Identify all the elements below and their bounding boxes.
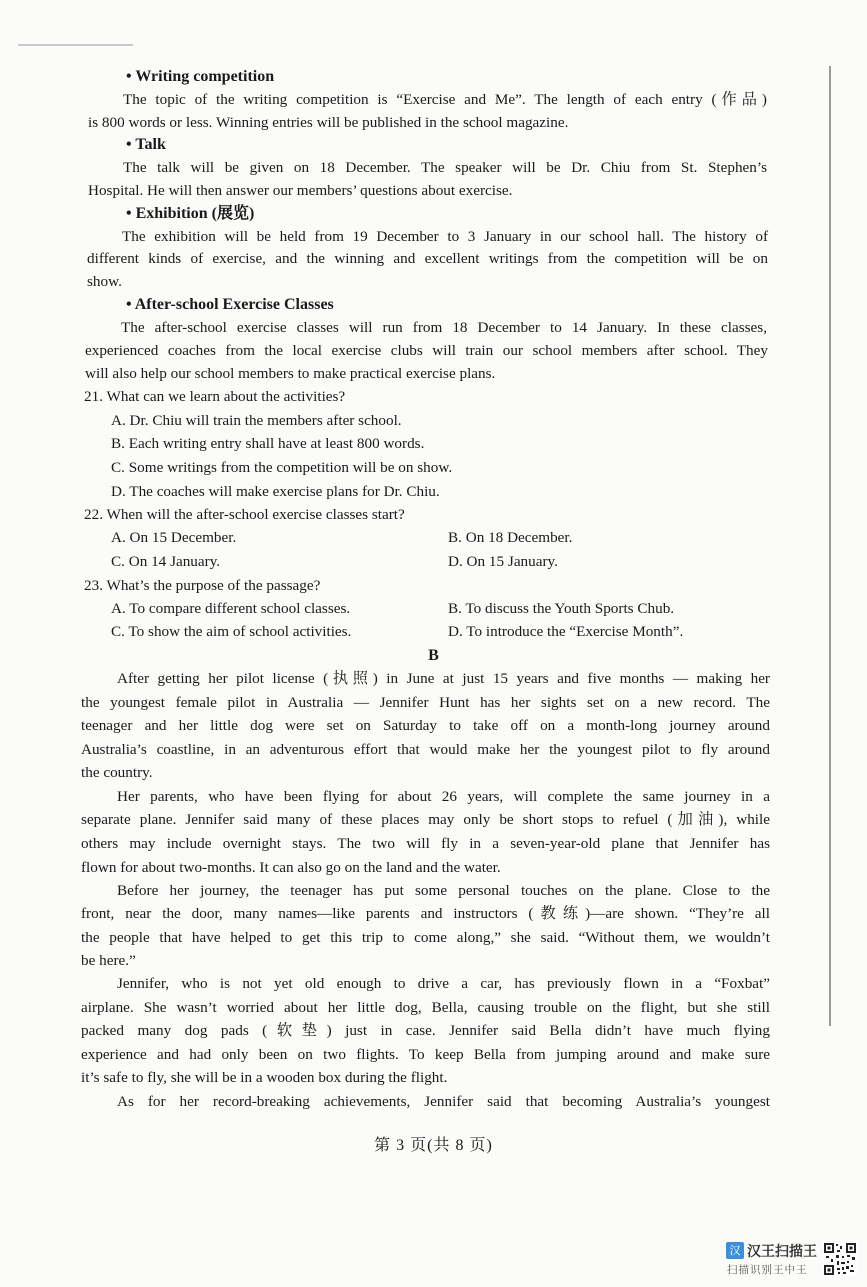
question-23-option-d: D. To introduce the “Exercise Month”.: [448, 623, 684, 640]
question-21-option-d: D. The coaches will make exercise plans for Dr. Chiu.: [111, 483, 440, 500]
question-22-option-a: A. On 15 December.: [111, 529, 237, 546]
classes-line-2: experienced coaches from the local exercise clubs will train our school members after school. They: [85, 342, 768, 359]
exhibition-line-2: different kinds of exercise, and the winning and excellent writings from the competition will be on: [87, 250, 768, 267]
classes-line-1: The after-school exercise classes will run from 18 December to 14 January. In these classes,: [121, 319, 767, 336]
passage-b-p4-line-1: Jennifer, who is not yet old enough to drive a car, has previously flown in a “Foxbat”: [117, 975, 770, 992]
talk-line-2: Hospital. He will then answer our members’ questions about exercise.: [88, 182, 513, 199]
exhibition-heading: • Exhibition (展览): [126, 205, 255, 222]
passage-b-p4-line-2: airplane. She wasn’t worried about her little dog, Bella, causing trouble on the flight, but she still: [81, 999, 770, 1016]
passage-b-p2-line-4: flown for about two-months. It can also go on the land and the water.: [81, 859, 501, 876]
passage-b-p1-line-3: teenager and her little dog were set on Saturday to take off on a month-long journey around: [81, 717, 770, 734]
passage-b-p3-line-4: be here.”: [81, 952, 136, 969]
writing-heading: • Writing competition: [126, 68, 275, 85]
exhibition-line-1: The exhibition will be held from 19 December to 3 January in our school hall. The history of: [122, 228, 768, 245]
classes-line-3: will also help our school members to make practical exercise plans.: [85, 365, 496, 382]
right-margin-rule: [829, 66, 831, 1026]
scanner-watermark-subtitle: 扫描识别王中王: [727, 1264, 808, 1276]
page-number-footer: 第 3 页(共 8 页): [374, 1137, 493, 1154]
scanner-watermark: [726, 1242, 862, 1282]
talk-heading: • Talk: [126, 136, 166, 153]
scanner-logo-icon: 汉: [726, 1242, 744, 1259]
passage-b-p2-line-3: others may include overnight stays. The two will fly in a seven-year-old plane that Jennifer has: [81, 835, 770, 852]
top-decorative-rule: [18, 44, 133, 46]
passage-b-p3-line-2: front, near the door, many names—like parents and instructors (教练)—are shown. “They’re all: [81, 905, 770, 922]
question-23-option-c: C. To show the aim of school activities.: [111, 623, 352, 640]
writing-line-1: The topic of the writing competition is “Exercise and Me”. The length of each entry (作品): [123, 91, 767, 108]
question-23-option-a: A. To compare different school classes.: [111, 600, 351, 617]
question-22-option-c: C. On 14 January.: [111, 553, 221, 570]
passage-b-p1-line-1: After getting her pilot license (执照) in June at just 15 years and five months — making her: [117, 670, 770, 687]
exhibition-line-3: show.: [87, 273, 122, 290]
passage-b-p4-line-4: experience and had only been on two flights. To keep Bella from jumping around and make sure: [81, 1046, 770, 1063]
passage-b-p3-line-3: the people that have helped to get this trip to come along,” she said. “Without them, we wouldn’t: [81, 929, 770, 946]
writing-line-2: is 800 words or less. Winning entries will be published in the school magazine.: [88, 114, 569, 131]
passage-b-p1-line-4: Australia’s coastline, in an adventurous effort that would make her the youngest pilot to fly around: [81, 741, 770, 758]
question-21-option-a: A. Dr. Chiu will train the members after school.: [111, 412, 402, 429]
question-22-option-b: B. On 18 December.: [448, 529, 573, 546]
passage-b-p4-line-5: it’s safe to fly, she will be in a wooden box during the flight.: [81, 1069, 448, 1086]
passage-b-label: B: [428, 647, 439, 664]
passage-b-p4-line-3: packed many dog pads (软垫) just in case. Jennifer said Bella didn’t have much flying: [81, 1022, 770, 1039]
passage-b-p1-line-5: the country.: [81, 764, 153, 781]
passage-b-p2-line-1: Her parents, who have been flying for about 26 years, will complete the same journey in a: [117, 788, 770, 805]
passage-b-p2-line-2: separate plane. Jennifer said many of these places may only be short stops to refuel (加油), while: [81, 811, 770, 828]
question-23-option-b: B. To discuss the Youth Sports Chub.: [448, 600, 675, 617]
question-21-stem: 21. What can we learn about the activities?: [84, 388, 346, 405]
question-21-option-c: C. Some writings from the competition will be on show.: [111, 459, 453, 476]
classes-heading: • After-school Exercise Classes: [126, 296, 334, 313]
passage-b-p5-line-1: As for her record-breaking achievements, Jennifer said that becoming Australia’s youngest: [117, 1093, 770, 1110]
question-22-option-d: D. On 15 January.: [448, 553, 558, 570]
question-23-stem: 23. What’s the purpose of the passage?: [84, 577, 321, 594]
question-22-stem: 22. When will the after-school exercise classes start?: [84, 506, 405, 523]
passage-b-p1-line-2: the youngest female pilot in Australia — Jennifer Hunt has her sights set on a new record. The: [81, 694, 770, 711]
question-21-option-b: B. Each writing entry shall have at least 800 words.: [111, 435, 425, 452]
scanner-watermark-title: 汉王扫描王: [747, 1244, 817, 1260]
passage-b-p3-line-1: Before her journey, the teenager has put some personal touches on the plane. Close to the: [117, 882, 770, 899]
talk-line-1: The talk will be given on 18 December. The speaker will be Dr. Chiu from St. Stephen’s: [123, 159, 767, 176]
qr-code-icon: [823, 1242, 857, 1276]
